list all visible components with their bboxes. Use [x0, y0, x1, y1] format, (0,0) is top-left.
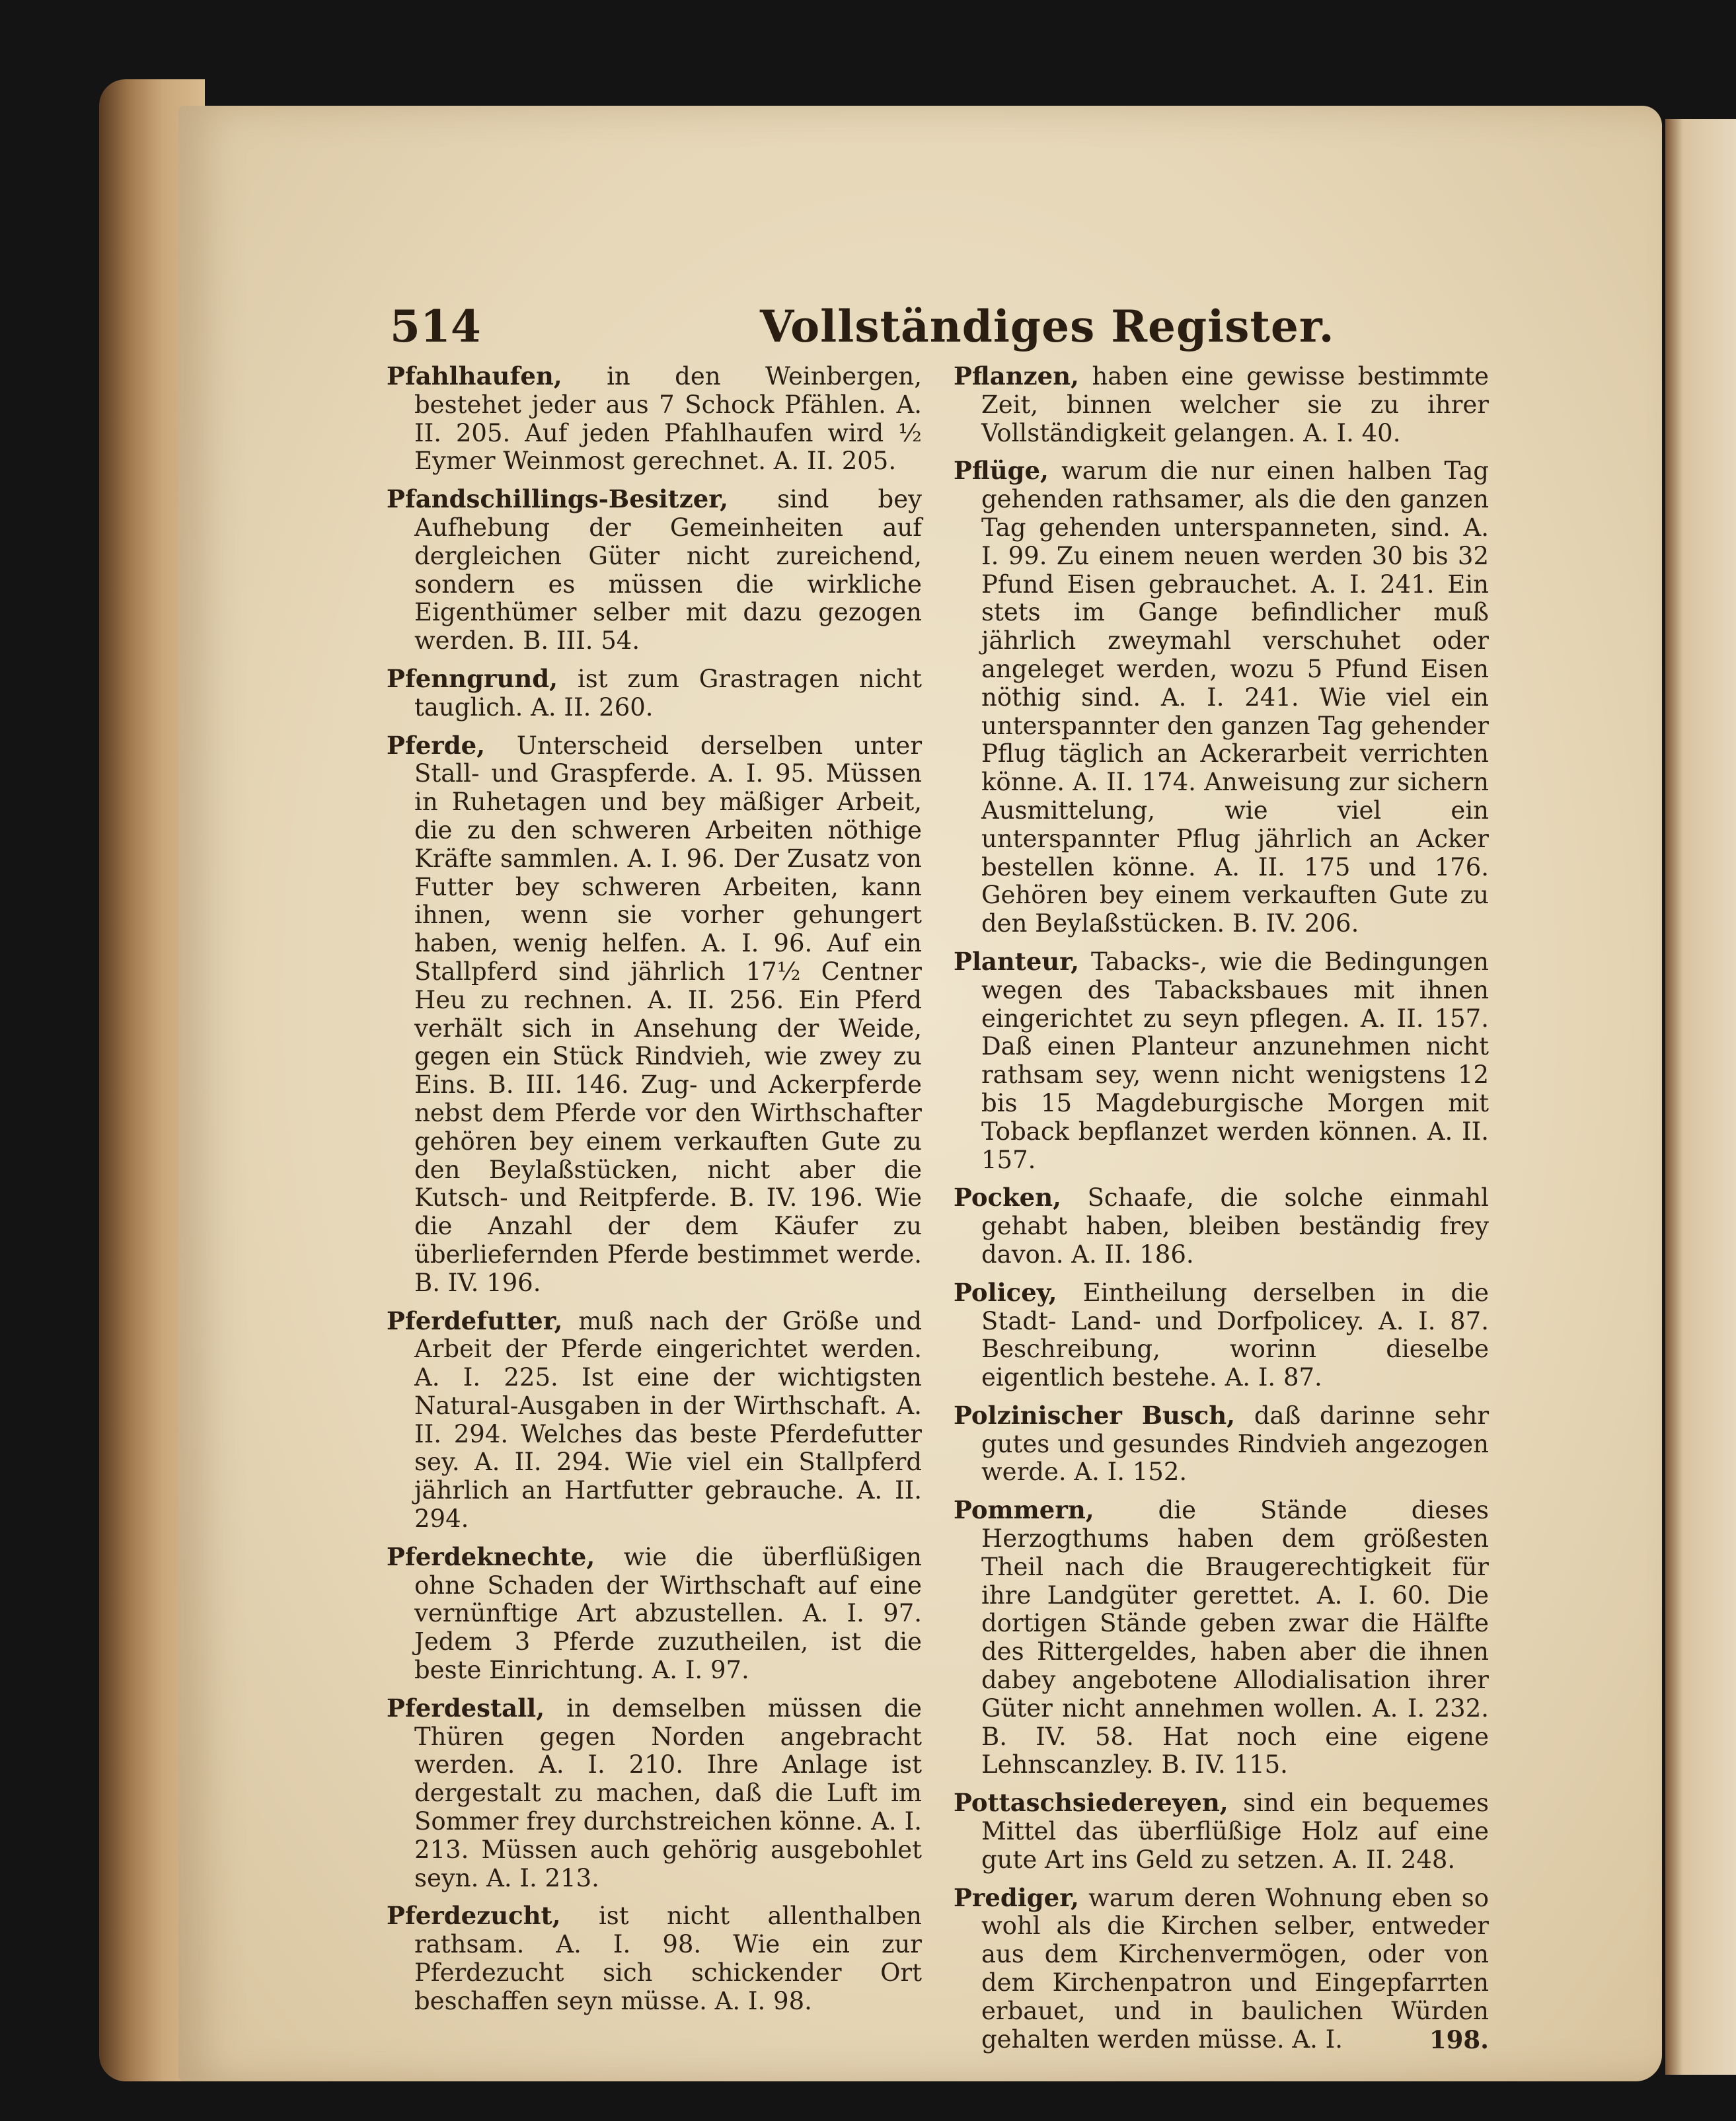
- register-entry: [954, 457, 1489, 938]
- entry-head: Planteur,: [954, 946, 1079, 976]
- entry-head: Pflüge,: [954, 456, 1049, 486]
- register-entry: [387, 485, 922, 655]
- entry-body: daß darinne sehr gutes und gesundes Rindvieh angezogen werde. A. I. 152.: [981, 1401, 1490, 1487]
- register-entry: [387, 1694, 922, 1893]
- register-entry: [387, 1902, 922, 2015]
- entry-body: in demselben müssen die Thüren gegen Norden angebracht werden. A. I. 210. Ihre Anlage ist dergestalt zu machen, daß die Luft im Sommer frey durchstreichen könne. A. I. 213. Müssen auch gehörig ausgebohlet seyn. A. I. 213.: [414, 1693, 922, 1892]
- facing-page-edge: [1665, 119, 1736, 2075]
- entry-body: Eintheilung derselben in die Stadt- Land- und Dorfpolicey. A. I. 87. Beschreibung, worinn dieselbe eigentlich bestehe. A. I. 87.: [981, 1278, 1489, 1392]
- entry-body: haben eine gewisse bestimmte Zeit, binnen welcher sie zu ihrer Vollständigkeit gelangen. A. I. 40.: [981, 362, 1489, 447]
- register-entry: [954, 948, 1489, 1174]
- running-title: Vollständiges Register.: [760, 301, 1335, 352]
- register-entry: [954, 1183, 1489, 1269]
- entry-head: Policey,: [954, 1277, 1057, 1307]
- entry-body: Unterscheid derselben unter Stall- und Graspferde. A. I. 95. Müssen in Ruhetagen und bey mäßiger Arbeit, die zu den schweren Arbeiten nöthige Kräfte sammlen. A. I. 96. Der Zusatz von Futter bey schweren Arbeiten, kann ihnen, wenn sie vorher gehungert haben, wenig helfen. A. I. 96. Auf ein Stallpferd sind jährlich 17½ Centner Heu zu rechnen. A. II. 256. Ein Pferd verhält sich in Ansehung der Weide, gegen ein Stück Rindvieh, wie zwey zu Eins. B. III. 146. Zug- und Ackerpferde nebst dem Pferde vor den Wirthschafter gehören bey einem verkauften Gute zu den Beylaßstücken, nicht aber die Kutsch- und Reitpferde. B. IV. 196. Wie die Anzahl der dem Käufer zu überliefernden Pferde bestimmet werde. B. IV. 196.: [414, 731, 923, 1297]
- register-entry: [387, 362, 922, 476]
- entry-body: sind ein bequemes Mittel das überflüßige Holz auf eine gute Art ins Geld zu setzen. A. II. 248.: [981, 1789, 1489, 1874]
- entry-body: wie die überflüßigen ohne Schaden der Wirthschaft auf eine vernünftige Art abzustellen. A. I. 97. Jedem 3 Pferde zuzutheilen, ist die beste Einrichtung. A. I. 97.: [414, 1542, 922, 1685]
- register-entry: [387, 665, 922, 722]
- page-header: [390, 301, 1579, 363]
- entry-head: Pommern,: [954, 1495, 1094, 1525]
- entry-head: Pferdestall,: [387, 1693, 545, 1723]
- register-entry: [387, 1307, 922, 1534]
- entry-head: Prediger,: [954, 1882, 1079, 1912]
- entry-body: muß nach der Größe und Arbeit der Pferde eingerichtet werden. A. I. 225. Ist eine der wichtigsten Natural-Ausgaben in der Wirthschaft. A. II. 294. Welches das beste Pferdefutter sey. A. II. 294. Wie viel ein Stallpferd jährlich an Hartfutter gebrauche. A. II. 294.: [414, 1306, 923, 1534]
- register-entry: [954, 1884, 1489, 2054]
- entry-head: Polzinischer Busch,: [954, 1400, 1236, 1430]
- entry-head: Pferdefutter,: [387, 1306, 563, 1335]
- entry-head: Pottaschsiedereyen,: [954, 1788, 1228, 1818]
- register-entry: [954, 362, 1489, 447]
- entry-body: sind bey Aufhebung der Gemeinheiten auf dergleichen Güter nicht zureichend, sondern es müssen die wirkliche Eigenthümer selber mit dazu gezogen werden. B. III. 54.: [414, 485, 922, 655]
- entry-head: Pfandschillings-Besitzer,: [387, 484, 728, 514]
- entry-body: ist zum Grastragen nicht tauglich. A. II. 260.: [414, 664, 922, 722]
- page-number: 514: [390, 301, 481, 352]
- entry-head: Pferdezucht,: [387, 1901, 561, 1931]
- left-column: [387, 362, 922, 2025]
- entry-head: Pferde,: [387, 730, 486, 760]
- right-column: [954, 362, 1489, 2063]
- entry-body: Schaafe, die solche einmahl gehabt haben, bleiben beständig frey davon. A. II. 186.: [981, 1183, 1489, 1269]
- register-entry: [954, 1496, 1489, 1779]
- register-entry: [954, 1789, 1489, 1874]
- entry-body: in den Weinbergen, bestehet jeder aus 7 Schock Pfählen. A. II. 205. Auf jeden Pfahlhaufen wird ½ Eymer Weinmost gerechnet. A. II. 205.: [414, 362, 922, 476]
- entry-head: Pfenngrund,: [387, 663, 558, 693]
- entry-head: Pfahlhaufen,: [387, 361, 562, 391]
- register-entry: [387, 731, 922, 1298]
- catchword: 198.: [1429, 2025, 1489, 2054]
- register-entry: [954, 1401, 1489, 1487]
- entry-body: warum die nur einen halben Tag gehenden rathsamer, als die den ganzen Tag gehenden unterspanneten, sind. A. I. 99. Zu einem neuen werden 30 bis 32 Pfund Eisen gebrauchet. A. I. 241. Ein stets im Gange befindlicher muß jährlich zweymahl verschuhet oder angeleget werden, wozu 5 Pfund Eisen nöthig sind. A. I. 241. Wie viel ein unterspannter den ganzen Tag gehender Pflug täglich an Ackerarbeit verrichten könne. A. II. 174. Anweisung zur sichern Ausmittelung, wie viel ein unterspannter Pflug jährlich an Acker bestellen könne. A. II. 175 und 176. Gehören bey einem verkauften Gute zu den Beylaßstücken. B. IV. 206.: [981, 457, 1489, 938]
- entry-body: ist nicht allenthalben rathsam. A. I. 98. Wie ein zur Pferdezucht sich schickender Ort beschaffen seyn müsse. A. I. 98.: [414, 1902, 923, 2015]
- register-entry: [387, 1543, 922, 1685]
- entry-head: Pferdeknechte,: [387, 1542, 595, 1571]
- register-entry: [954, 1279, 1489, 1392]
- entry-body: warum deren Wohnung eben so wohl als die Kirchen selber, entweder aus dem Kirchenvermögen, oder von dem Kirchenpatron und Eingepfarrten erbauet, und in baulichen Würden gehalten werden müsse. A. I.: [981, 1883, 1489, 2054]
- entry-body: Tabacks-, wie die Bedingungen wegen des Tabacksbaues mit ihnen eingerichtet zu seyn pflegen. A. II. 157. Daß einen Planteur anzunehmen nicht rathsam sey, wenn nicht wenigstens 12 bis 15 Magdeburgische Morgen mit Toback bepflanzet werden können. A. II. 157.: [981, 947, 1490, 1174]
- entry-head: Pflanzen,: [954, 361, 1079, 391]
- entry-body: die Stände dieses Herzogthums haben dem größesten Theil nach die Braugerechtigkeit für ihre Landgüter gerettet. A. I. 60. Die dortigen Stände geben zwar die Hälfte des Rittergeldes, haben aber die ihnen dabey angebotene Allodialisation ihrer Güter nicht annehmen wollen. A. I. 232. B. IV. 58. Hat noch eine eigene Lehnscanzley. B. IV. 115.: [981, 1496, 1489, 1779]
- entry-head: Pocken,: [954, 1183, 1061, 1212]
